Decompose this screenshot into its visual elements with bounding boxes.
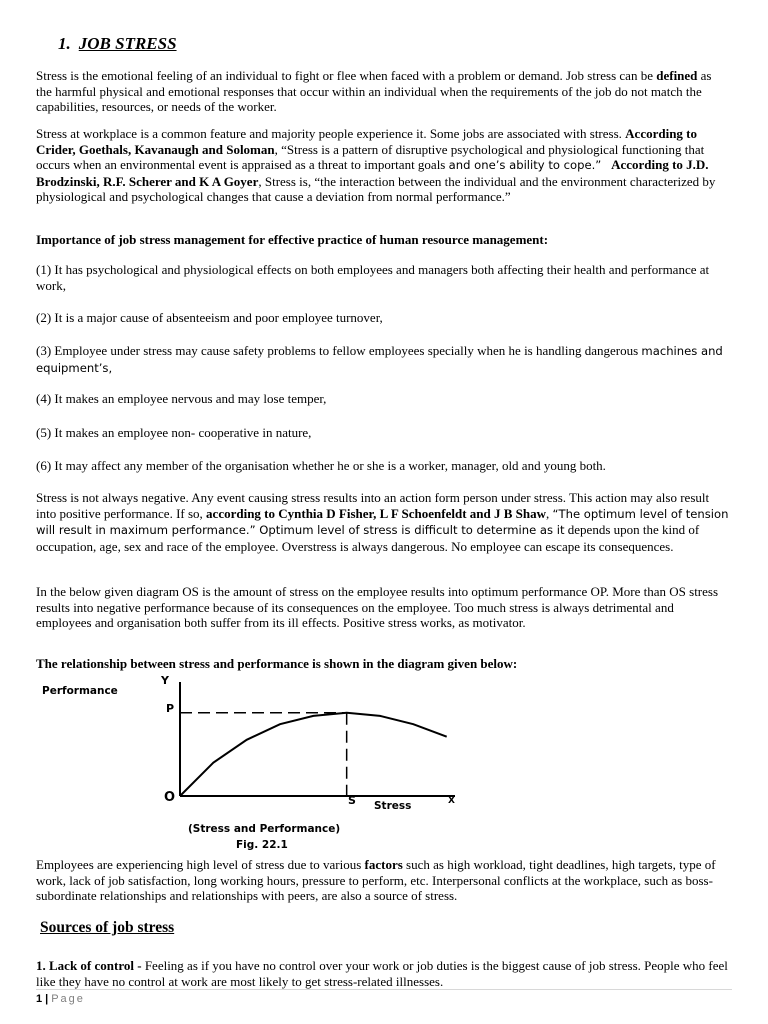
paragraph-stress-factors: Employees are experiencing high level of stress due to various factors such as high workload, tight deadlines, high targets, type of work, lack of job satisfaction, long working hours, pressure to perform, etc. Interpersonal conflicts at the workplace, such as boss-subordinate relationships and relationships with peers, are also a source of stress. (36, 857, 716, 903)
chart-svg (40, 672, 500, 852)
page-footer (36, 989, 732, 1005)
list-item: (1) It has psychological and physiological effects on both employees and managers both affecting their health and performance at work, (36, 262, 710, 293)
title-text: JOB STRESS (78, 34, 177, 53)
x-axis-label: Stress (374, 800, 412, 812)
footer-separator: | (45, 993, 49, 1005)
page-word: Page (51, 993, 85, 1005)
list-item: (2) It is a major cause of absenteeism and poor employee turnover, (36, 310, 383, 325)
paragraph-positive-stress: Stress is not always negative. Any event causing stress results into an action form person under stress. This action may also result into positive performance. If so, according to Cynthia D Fisher, L F Schoenfeldt and J B Shaw, “The optimum level of tension will result in maximum performance.” Optimum level of stress is difficult to determine as it depends upon the kind of occupation, age, sex and race of the employee. Overstress is always dangerous. No employee can escape its consequences. (36, 490, 729, 554)
paragraph-workplace-stress: Stress at workplace is a common feature and majority people experience it. Some jobs are associated with stress. According to Crider, Goethals, Kavanaugh and Soloman, “Stress is a pattern of disruptive psychological and physiological functioning that occurs when an environmental event is appraised as a threat to important goals and one’s ability to cope.” According to J.D. Brodzinski, R.F. Scherer and K A Goyer, Stress is, “the interaction between the individual and the environment characterized by physiological and psychological changes that cause a deviation from normal performance.” (36, 126, 716, 204)
chart-subtitle: (Stress and Performance) (188, 823, 341, 835)
list-item: (3) Employee under stress may cause safety problems to fellow employees specially when he is handling dangerous machines and equipment’s, (36, 343, 723, 375)
y-axis-symbol: Y (161, 674, 169, 687)
peak-y-label: P (166, 702, 175, 715)
relationship-heading: The relationship between stress and performance is shown in the diagram given below: (36, 656, 518, 671)
page-title (58, 34, 177, 54)
peak-x-label: S (348, 794, 356, 807)
y-axis-label: Performance (42, 685, 118, 697)
performance-curve (180, 713, 447, 796)
paragraph-lack-of-control: 1. Lack of control - Feeling as if you have no control over your work or job duties is the biggest cause of job stress. People who feel like they have no control at work are most likely to get stress-related illnesses. (36, 958, 728, 989)
importance-heading: Importance of job stress management for effective practice of human resource management: (36, 232, 549, 247)
chart-title: Fig. 22.1 (236, 839, 288, 851)
list-item: (6) It may affect any member of the organisation whether he or she is a worker, manager, old and young both. (36, 458, 606, 473)
paragraph-diagram-explanation: In the below given diagram OS is the amount of stress on the employee results into optimum performance OP. More than OS stress results into negative performance because of its consequences on the employee. Too much stress is always detrimental and employees and organisation both suffer from its ill effects. Positive stress works, as motivator. (36, 584, 719, 630)
sources-heading: Sources of job stress (40, 919, 175, 936)
list-item: (4) It makes an employee nervous and may lose temper, (36, 391, 327, 406)
paragraph-definition: Stress is the emotional feeling of an individual to fight or flee when faced with a problem or demand. Job stress can be defined as the harmful physical and emotional responses that occur within an individual when the requirements of the job do not match the capabilities, resources, or needs of the worker. (36, 68, 712, 114)
list-item: (5) It makes an employee non- cooperative in nature, (36, 425, 312, 440)
page-number: 1 (36, 993, 43, 1005)
title-number: 1. (58, 34, 71, 53)
x-axis-symbol: X (448, 796, 455, 806)
origin-label: O (164, 790, 176, 805)
stress-performance-chart (40, 672, 500, 852)
